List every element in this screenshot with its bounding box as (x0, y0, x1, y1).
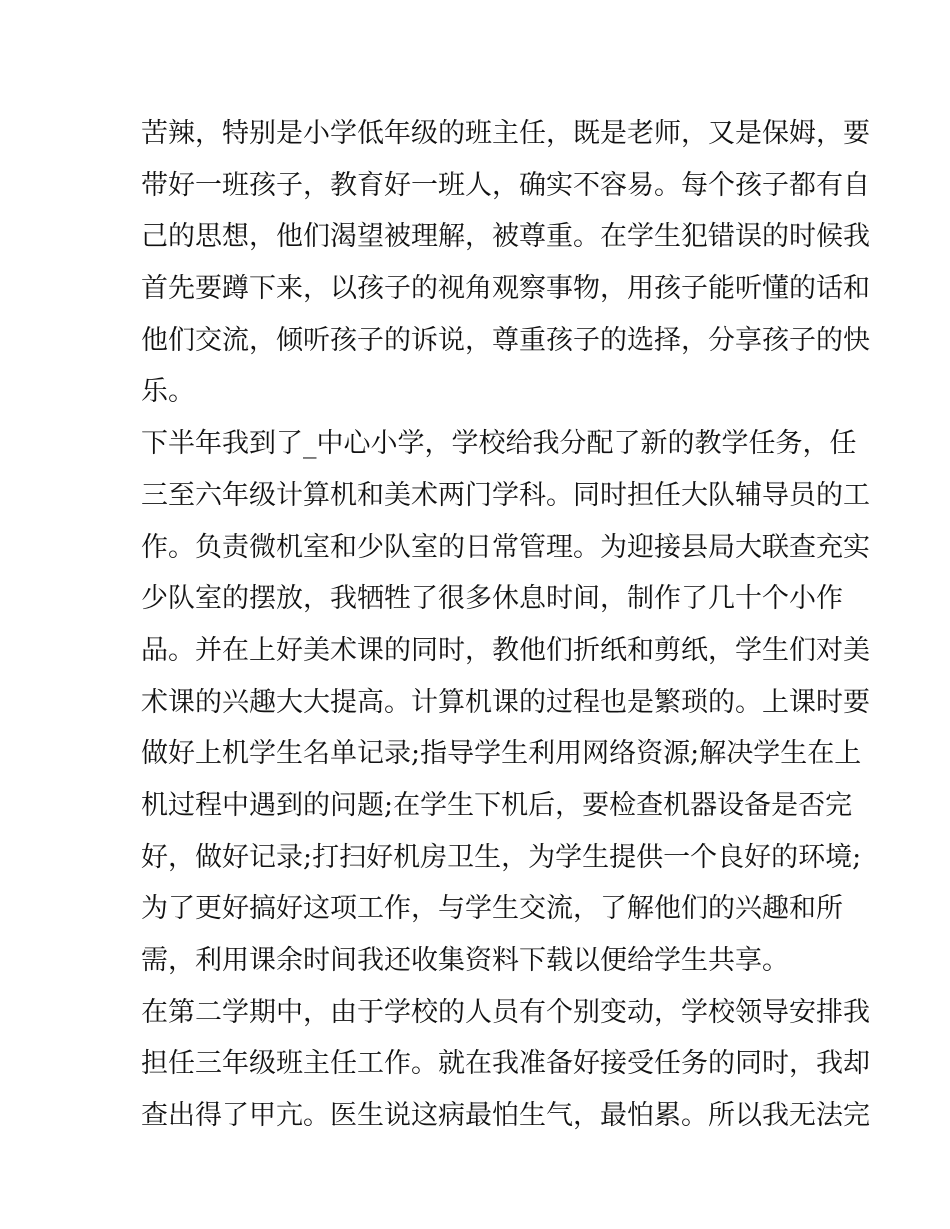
text-line: 在第二学期中，由于学校的人员有个别变动，学校领导安排我 (141, 996, 870, 1028)
text-line: 品。并在上好美术课的同时，教他们折纸和剪纸，学生们对美 (141, 634, 870, 666)
text-line: 少队室的摆放，我牺牲了很多休息时间，制作了几十个小作 (141, 583, 843, 615)
text-line: 好，做好记录;打扫好机房卫生，为学生提供一个良好的环境; (141, 841, 862, 873)
text-line: 下半年我到了_中心小学，学校给我分配了新的教学任务，任 (141, 428, 857, 460)
text-line: 作。负责微机室和少队室的日常管理。为迎接县局大联查充实 (141, 531, 870, 563)
text-line: 乐。 (141, 376, 195, 408)
text-line: 做好上机学生名单记录;指导学生利用网络资源;解决学生在上 (141, 738, 862, 770)
text-line: 术课的兴趣大大提高。计算机课的过程也是繁琐的。上课时要 (141, 686, 870, 718)
text-line: 己的思想，他们渴望被理解，被尊重。在学生犯错误的时候我 (141, 221, 870, 253)
text-line: 为了更好搞好这项工作，与学生交流，了解他们的兴趣和所 (141, 893, 843, 925)
text-line: 带好一班孩子，教育好一班人，确实不容易。每个孩子都有自 (141, 169, 870, 201)
text-line: 需，利用课余时间我还收集资料下载以便给学生共享。 (141, 945, 789, 976)
text-line: 首先要蹲下来，以孩子的视角观察事物，用孩子能听懂的话和 (141, 273, 870, 305)
text-line: 苦辣，特别是小学低年级的班主任，既是老师，又是保姆，要 (141, 118, 870, 149)
body-text (141, 108, 870, 1142)
text-line: 他们交流，倾听孩子的诉说，尊重孩子的选择，分享孩子的快 (141, 324, 870, 356)
text-line: 查出得了甲亢。医生说这病最怕生气，最怕累。所以我无法完 (141, 1100, 870, 1132)
text-line: 机过程中遇到的问题;在学生下机后，要检查机器设备是否完 (141, 789, 853, 821)
text-line: 担任三年级班主任工作。就在我准备好接受任务的同时，我却 (141, 1048, 870, 1080)
text-line: 三至六年级计算机和美术两门学科。同时担任大队辅导员的工 (141, 479, 870, 511)
